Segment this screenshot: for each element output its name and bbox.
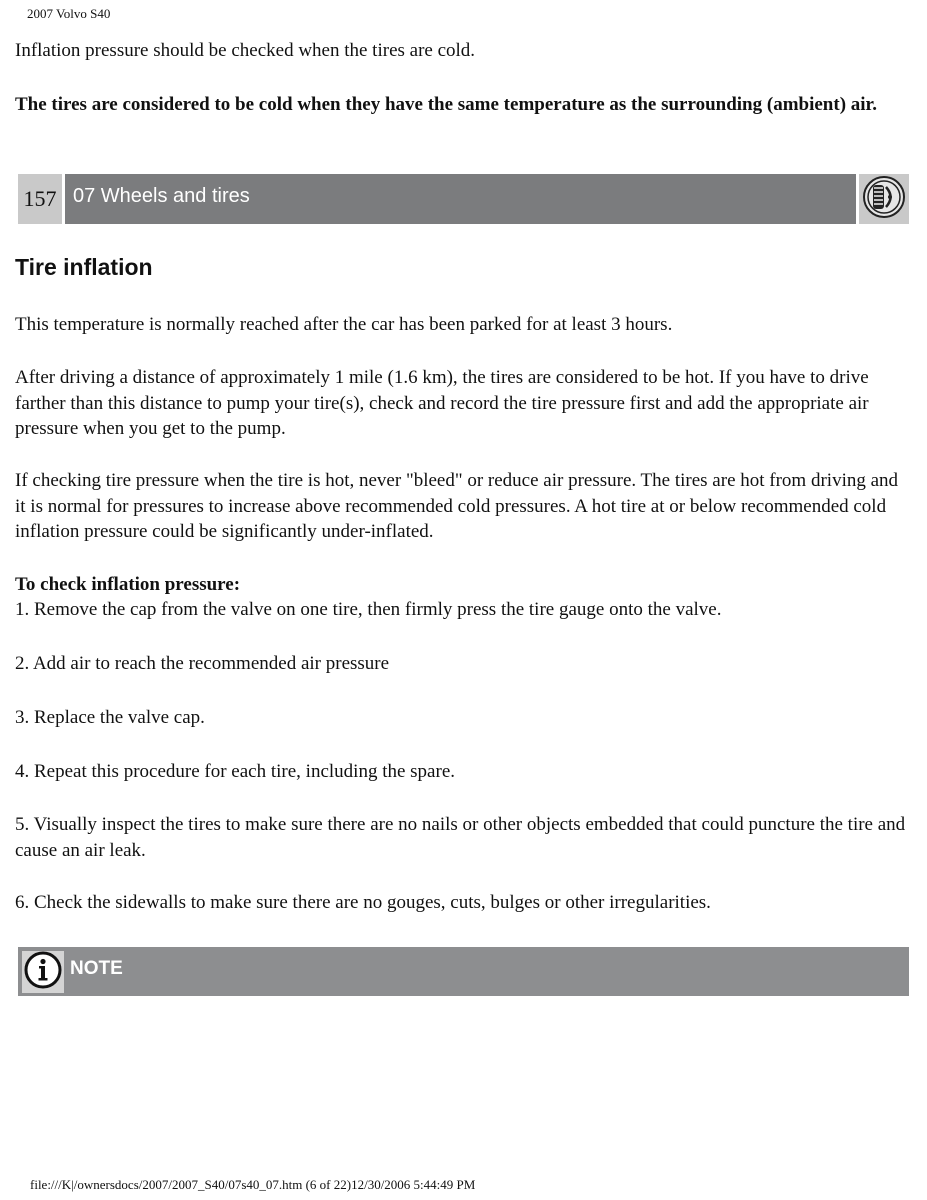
document-footer: file:///K|/ownersdocs/2007/2007_S40/07s40_07.htm (6 of 22)12/30/2006 5:44:49 PM [30, 1177, 476, 1192]
step-item: 4. Repeat this procedure for each tire, including the spare. [15, 761, 455, 782]
note-bar [18, 947, 909, 996]
steps-heading: To check inflation pressure: [15, 574, 241, 595]
step-item: 3. Replace the valve cap. [15, 707, 205, 728]
section-title: 07 Wheels and tires [73, 185, 250, 207]
document-header: 2007 Volvo S40 [27, 6, 111, 21]
page-number: 157 [18, 174, 62, 224]
step-item: 5. Visually inspect the tires to make sure there are no nails or other objects embedded that could puncture the tire and cause an air leak. [15, 814, 906, 861]
section-bar [18, 174, 909, 224]
section-icon-box [859, 174, 909, 224]
section-heading: Tire inflation [15, 254, 153, 280]
note-label: NOTE [70, 958, 123, 979]
intro-bold-note: The tires are considered to be cold when they have the same temperature as the surrounding (ambient) air. [15, 94, 877, 115]
paragraph: This temperature is normally reached after the car has been parked for at least 3 hours. [15, 314, 673, 335]
intro-line: Inflation pressure should be checked when the tires are cold. [15, 40, 476, 61]
divider [62, 174, 65, 224]
step-item: 2. Add air to reach the recommended air pressure [15, 653, 390, 674]
step-item: 6. Check the sidewalls to make sure there are no gouges, cuts, bulges or other irregularities. [15, 892, 711, 913]
info-icon [24, 951, 62, 994]
tire-icon [862, 175, 906, 224]
paragraph: If checking tire pressure when the tire is hot, never "bleed" or reduce air pressure. The tires are hot from driving and it is normal for pressures to increase above recommended cold pressures. A hot tire at or below recommended cold inflation pressure could be significantly under-inflated. [15, 470, 899, 542]
note-icon-box [22, 951, 64, 993]
step-item: 1. Remove the cap from the valve on one tire, then firmly press the tire gauge onto the valve. [15, 599, 722, 620]
paragraph: After driving a distance of approximately 1 mile (1.6 km), the tires are considered to be hot. If you have to drive farther than this distance to pump your tire(s), check and record the tire pressure first and add the appropriate air pressure when you get to the pump. [15, 367, 869, 439]
